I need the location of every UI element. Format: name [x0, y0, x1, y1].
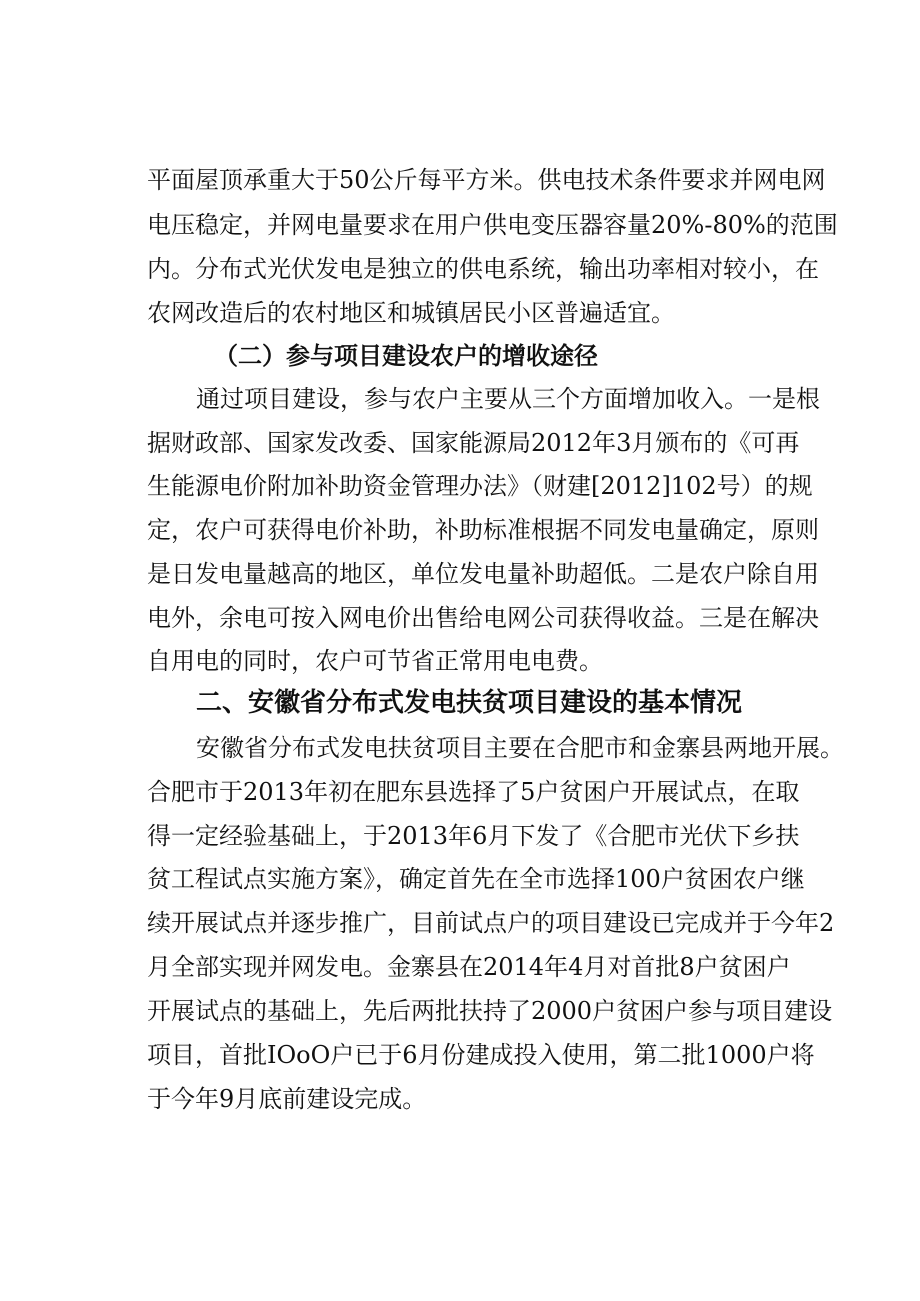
- paragraph-line: 续开展试点并逐步推广，目前试点户的项目建设已完成并于今年2: [147, 909, 835, 937]
- paragraph-line: 电压稳定，并网电量要求在用户供电变压器容量20%-80%的范围: [147, 211, 838, 239]
- paragraph-line: 于今年9月底前建设完成。: [147, 1085, 427, 1113]
- paragraph-line: 农网改造后的农村地区和城镇居民小区普遍适宜。: [147, 299, 675, 327]
- paragraph-line: 据财政部、国家发改委、国家能源局2012年3月颁布的《可再: [147, 429, 800, 457]
- section-heading-1: 二、安徽省分布式发电扶贫项目建设的基本情况: [196, 688, 743, 718]
- paragraph-line: 生能源电价附加补助资金管理办法》（财建[2012]102号）的规: [147, 472, 813, 500]
- paragraph-line: 开展试点的基础上，先后两批扶持了2000户贫困户参与项目建设: [147, 997, 833, 1025]
- paragraph-line: 是日发电量越高的地区，单位发电量补助超低。二是农户除自用: [147, 560, 819, 588]
- paragraph-line: 合肥市于2013年初在肥东县选择了5户贫困户开展试点，在取: [147, 778, 800, 806]
- paragraph-line: 电外，余电可按入网电价出售给电网公司获得收益。三是在解决: [147, 604, 819, 632]
- paragraph-line: 得一定经验基础上，于2013年6月下发了《合肥市光伏下乡扶: [147, 822, 800, 850]
- paragraph-line: 项目，首批IOoO户已于6月份建成投入使用，第二批1000户将: [147, 1041, 815, 1069]
- paragraph-line: 内。分布式光伏发电是独立的供电系统，输出功率相对较小，在: [147, 255, 819, 283]
- paragraph-line: 安徽省分布式发电扶贫项目主要在合肥市和金寨县两地开展。: [196, 734, 844, 762]
- section-heading-2: （二）参与项目建设农户的增收途径: [214, 342, 598, 370]
- paragraph-line: 定，农户可获得电价补助，补助标准根据不同发电量确定，原则: [147, 516, 819, 544]
- paragraph-line: 平面屋顶承重大于50公斤每平方米。供电技术条件要求并网电网: [147, 166, 826, 194]
- paragraph-line: 贫工程试点实施方案》，确定首先在全市选择100户贫困农户继: [147, 865, 805, 893]
- paragraph-line: 自用电的同时，农户可节省正常用电电费。: [147, 647, 603, 675]
- paragraph-line: 通过项目建设，参与农户主要从三个方面增加收入。一是根: [196, 385, 820, 413]
- paragraph-line: 月全部实现并网发电。金寨县在2014年4月对首批8户贫困户: [147, 953, 791, 981]
